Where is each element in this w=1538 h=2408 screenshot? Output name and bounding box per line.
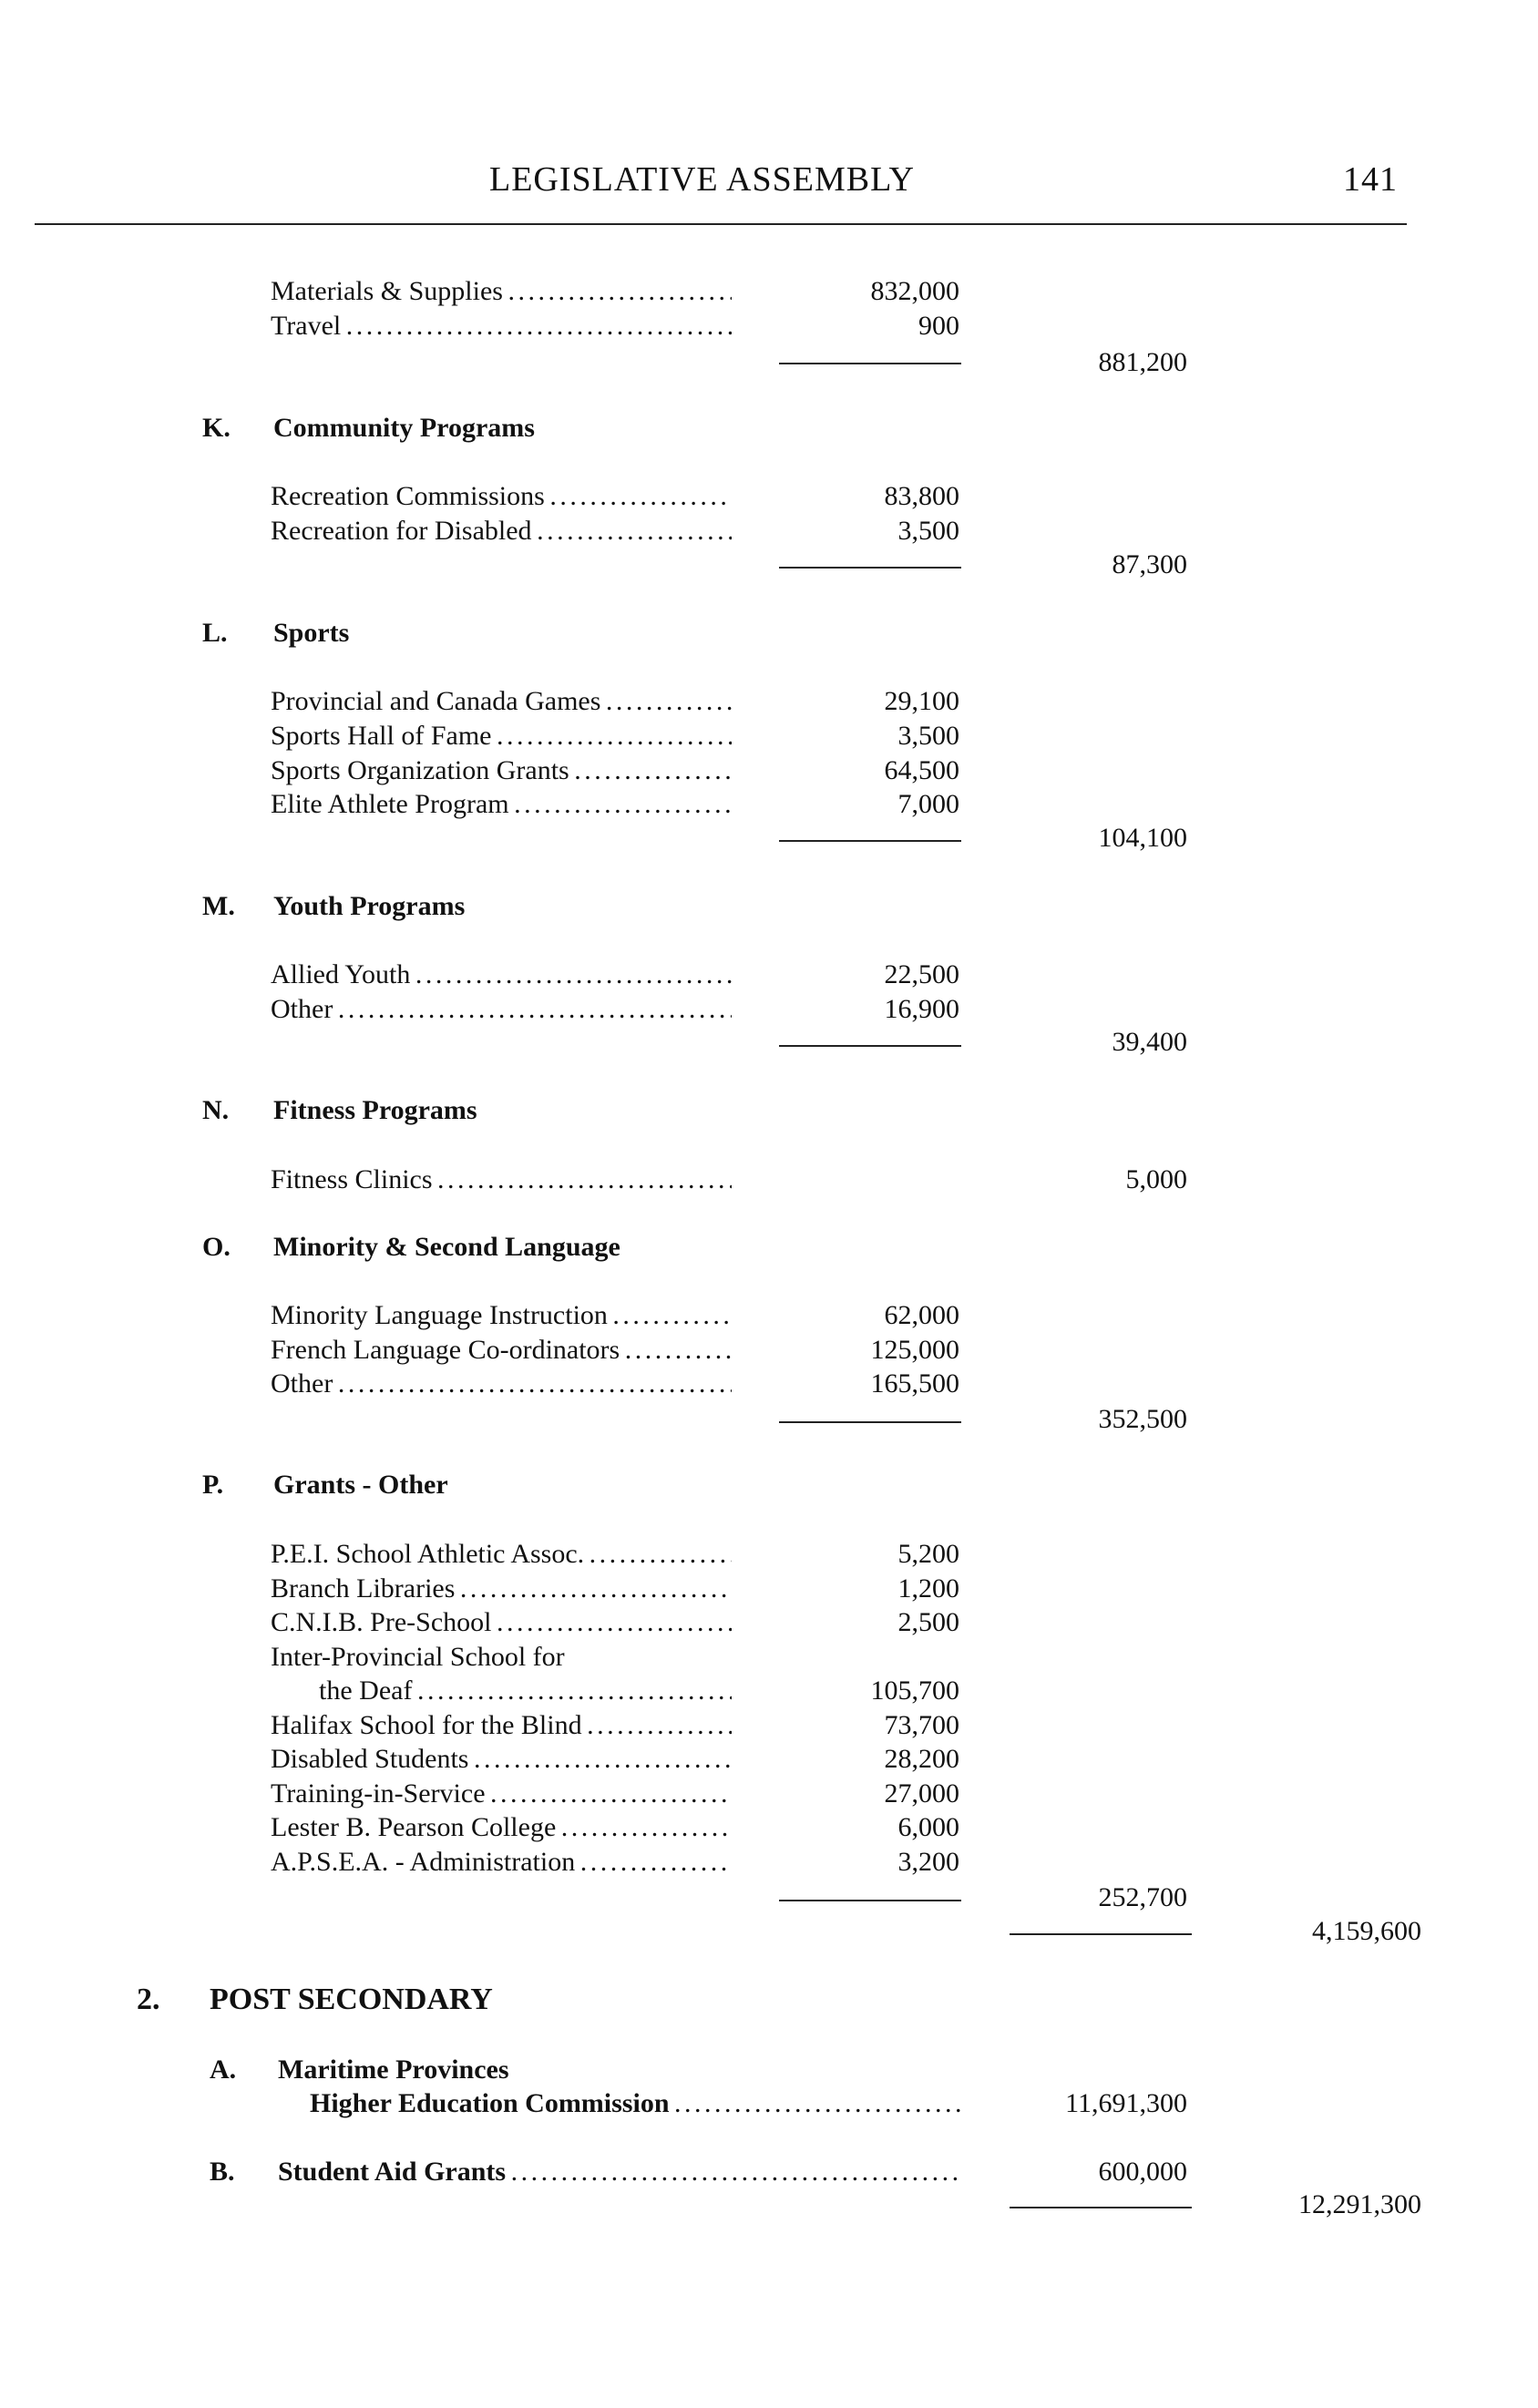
line-item-value: 7,000 [897,789,959,819]
subtotal-rule [779,1900,961,1901]
subtotal-value: 5,000 [1125,1164,1187,1194]
line-item-value: 6,000 [897,1812,959,1842]
line-item-value: 5,200 [897,1539,959,1569]
line-item-value: 73,700 [884,1710,959,1740]
line-item-label: Recreation Commissions . . . [271,481,732,512]
line-item-label: Sports Organization Grants . . . [271,755,732,786]
line-item-value: 900 [918,311,959,341]
header-rule [35,223,1407,225]
line-item-label: Branch Libraries . . . [271,1573,732,1604]
subtotal-value: 104,100 [1098,823,1187,853]
section-letter: P. [202,1470,224,1500]
subtotal-rule [779,363,961,364]
grand-total-value: 4,159,600 [1312,1916,1421,1946]
section-title: Grants - Other [273,1470,448,1500]
line-item-label: Materials & Supplies . . . [271,276,732,307]
line-item-label: Allied Youth . . . [271,959,732,990]
line-item-value: 3,500 [897,516,959,546]
section-letter: M. [202,891,235,921]
line-item-value: 83,800 [884,481,959,511]
line-item-value: 22,500 [884,959,959,989]
subtotal-rule [779,567,961,569]
subtotal-value: 39,400 [1112,1027,1187,1057]
section-letter: A. [210,2054,237,2085]
subtotal-rule [779,1421,961,1423]
section-title: Sports [273,618,350,648]
line-item-value: 105,700 [870,1675,959,1706]
line-item-value: 2,500 [897,1607,959,1637]
section-letter: B. [210,2157,235,2187]
line-item-label: Provincial and Canada Games . . . [271,686,732,717]
line-item-label: Training-in-Service . . . [271,1778,732,1809]
line-item-value: 29,100 [884,686,959,716]
line-item-label: Halifax School for the Blind . . . [271,1710,732,1741]
section-letter: O. [202,1232,231,1262]
section-letter: K. [202,413,231,443]
line-item-label: C.N.I.B. Pre-School . . . [271,1607,732,1638]
total-rule [1010,2207,1192,2208]
line-item-value: 27,000 [884,1778,959,1809]
section-letter: N. [202,1095,230,1125]
section-title: Community Programs [273,413,535,443]
page-number: 141 [1343,160,1398,199]
grand-total-value: 12,291,300 [1298,2189,1421,2219]
subtotal-value: 881,200 [1098,347,1187,377]
line-item-label: Elite Athlete Program . . . [271,789,732,820]
line-item-value: 28,200 [884,1744,959,1774]
section-title: Higher Education Commission . . . [310,2088,961,2119]
line-item-label: Other . . . [271,1368,732,1399]
line-item-label: A.P.S.E.A. - Administration . . . [271,1847,732,1878]
line-item-value: 125,000 [870,1335,959,1365]
part-title: POST SECONDARY [210,1983,493,2016]
line-item-value: 16,900 [884,994,959,1024]
subtotal-value: 87,300 [1112,549,1187,579]
line-item-label: French Language Co-ordinators . . . [271,1335,732,1366]
line-item-value: 832,000 [870,276,959,306]
subtotal-value: 352,500 [1098,1404,1187,1434]
line-item-value: 3,200 [897,1847,959,1877]
section-title: Fitness Programs [273,1095,477,1125]
line-item-label: Fitness Clinics . . . [271,1164,732,1195]
line-item-label: the Deaf . . . [319,1675,732,1706]
line-item-value: 3,500 [897,721,959,751]
line-item-value: 64,500 [884,755,959,785]
line-item-label: Sports Hall of Fame . . . [271,721,732,752]
total-rule [1010,1933,1192,1935]
line-item-label: P.E.I. School Athletic Assoc. . . . [271,1539,732,1570]
line-item-label: Disabled Students . . . [271,1744,732,1775]
line-item-value: 1,200 [897,1573,959,1604]
line-item-value: 165,500 [870,1368,959,1399]
subtotal-value: 252,700 [1098,1882,1187,1912]
page-title: LEGISLATIVE ASSEMBLY [489,160,915,199]
line-item-label: Other . . . [271,994,732,1025]
line-item-label: Travel . . . [271,311,732,342]
part-number: 2. [137,1983,160,2016]
section-title: Youth Programs [273,891,466,921]
line-item-label: Inter-Provincial School for [271,1642,565,1672]
line-item-label: Lester B. Pearson College . . . [271,1812,732,1843]
section-title: Minority & Second Language [273,1232,620,1262]
section-title: Student Aid Grants . . . [278,2157,961,2188]
section-title: Maritime Provinces [278,2054,509,2085]
line-item-label: Recreation for Disabled . . . [271,516,732,547]
line-item-label: Minority Language Instruction . . . [271,1300,732,1331]
line-item-value: 62,000 [884,1300,959,1330]
subtotal-value: 600,000 [1098,2157,1187,2187]
subtotal-rule [779,1045,961,1047]
section-letter: L. [202,618,228,648]
subtotal-rule [779,840,961,842]
subtotal-value: 11,691,300 [1065,2088,1187,2118]
